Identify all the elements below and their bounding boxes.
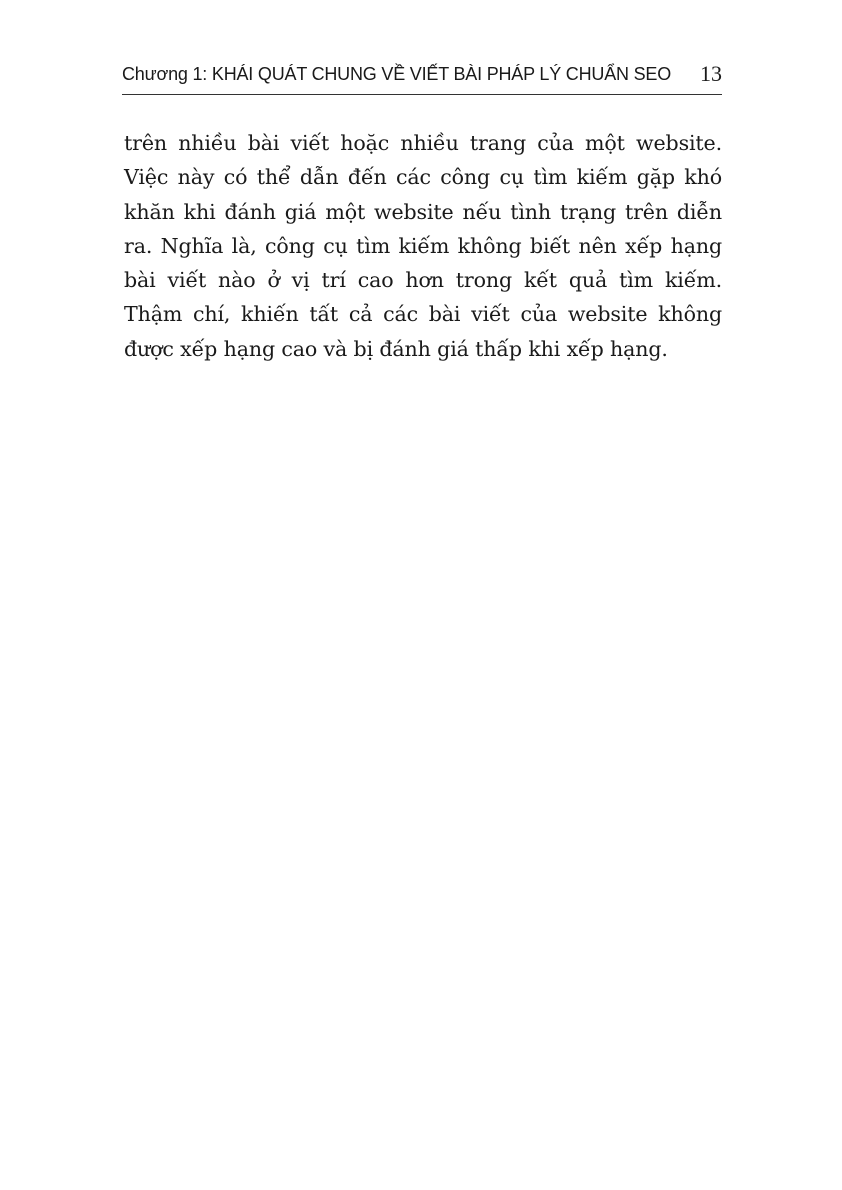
running-header: [122, 60, 722, 95]
text-line: trên nhiều bài viết hoặc nhiều trang của một website.: [124, 131, 722, 155]
text-line: Việc này có thể dẫn đến các công cụ tìm kiếm gặp khó: [124, 165, 722, 190]
text-line: Thậm chí, khiến tất cả các bài viết của website không: [124, 302, 722, 327]
text-line: khăn khi đánh giá một website nếu tình trạng trên diễn: [124, 199, 722, 224]
page-number: 13: [700, 61, 722, 86]
chapter-title: Chương 1: KHÁI QUÁT CHUNG VỀ VIẾT BÀI PHÁP LÝ CHUẨN SEO: [122, 64, 672, 84]
text-line: ra. Nghĩa là, công cụ tìm kiếm không biết nên xếp hạng: [124, 233, 722, 258]
body-paragraph: [124, 126, 722, 366]
text-line: được xếp hạng cao và bị đánh giá thấp khi xếp hạng.: [124, 336, 668, 361]
text-line: bài viết nào ở vị trí cao hơn trong kết quả tìm kiếm.: [124, 268, 722, 293]
